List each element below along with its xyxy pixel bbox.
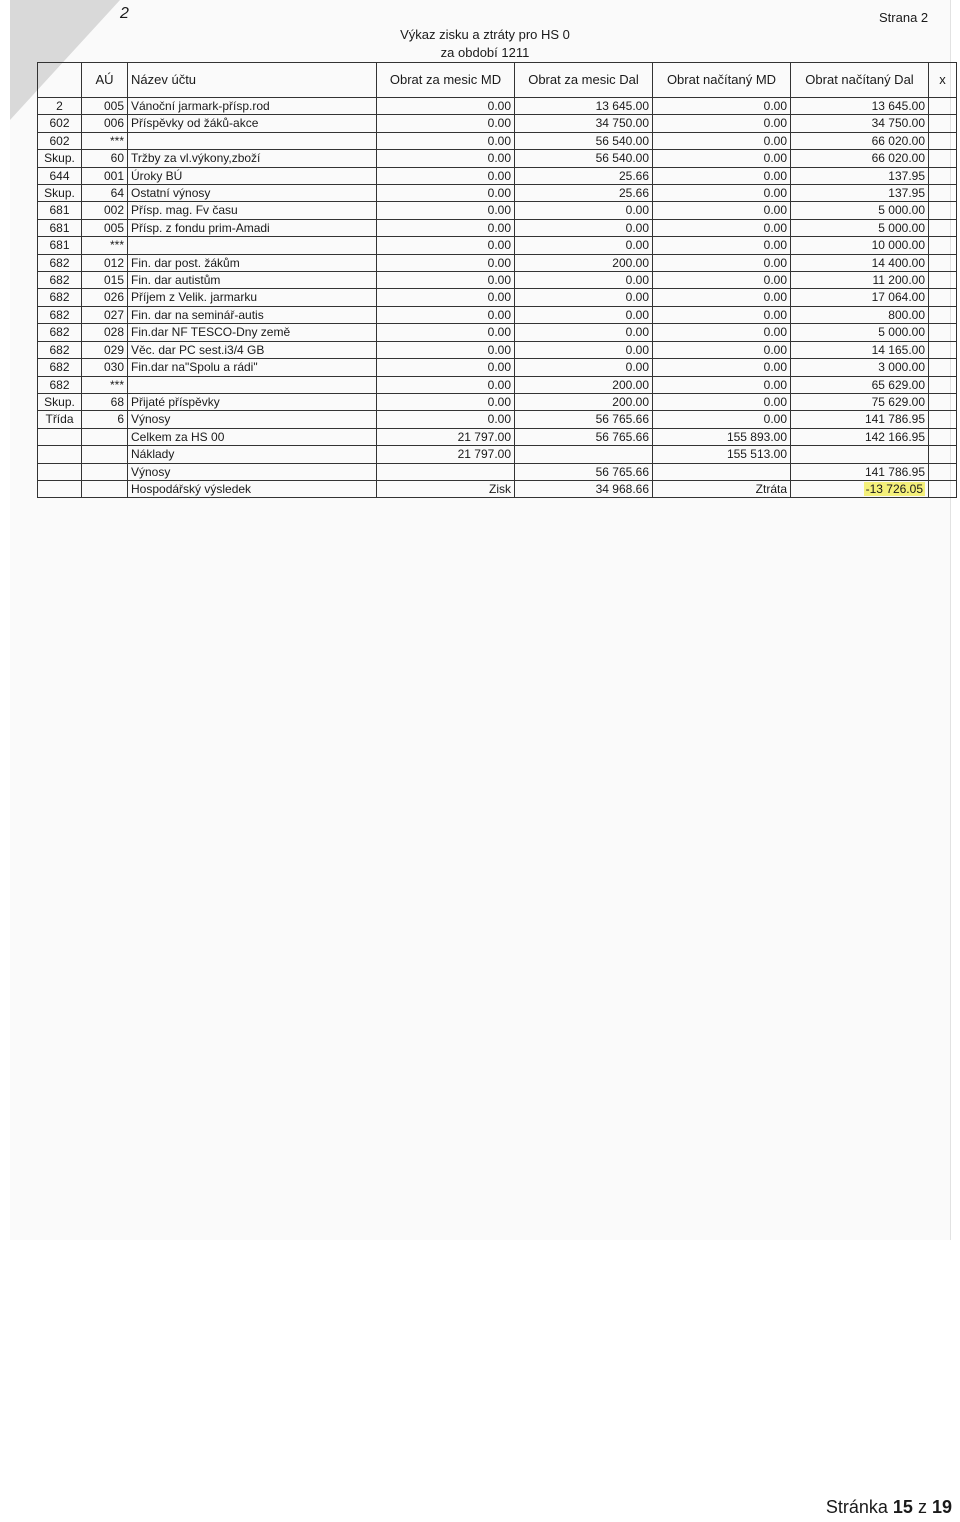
row-account-name: Vánoční jarmark-přísp.rod bbox=[128, 98, 377, 115]
row-cumulative-dal: 65 629.00 bbox=[791, 376, 929, 393]
footer-page-number: 15 bbox=[892, 1497, 913, 1517]
row-account-name: Přísp. z fondu prim-Amadi bbox=[128, 219, 377, 236]
row-month-md: 0.00 bbox=[377, 272, 515, 289]
row-au: 005 bbox=[82, 98, 128, 115]
row-cumulative-dal: 14 165.00 bbox=[791, 341, 929, 358]
row-month-dal: 0.00 bbox=[515, 237, 653, 254]
row-month-md: 0.00 bbox=[377, 115, 515, 132]
row-account-name: Tržby za vl.výkony,zboží bbox=[128, 150, 377, 167]
row-month-dal: 0.00 bbox=[515, 341, 653, 358]
row-cumulative-dal: 137.95 bbox=[791, 167, 929, 184]
col-header-cumulative-dal: Obrat načítaný Dal bbox=[791, 63, 929, 98]
table-row bbox=[38, 411, 957, 428]
report-title bbox=[380, 26, 590, 62]
table-row bbox=[38, 237, 957, 254]
row-cumulative-dal: 14 400.00 bbox=[791, 254, 929, 271]
row-au: *** bbox=[82, 376, 128, 393]
footer-prefix: Stránka bbox=[825, 1497, 893, 1517]
row-cumulative-md bbox=[653, 463, 791, 480]
table-row bbox=[38, 463, 957, 480]
row-group: 681 bbox=[38, 202, 82, 219]
row-x-cell bbox=[929, 237, 957, 254]
row-account-name: Ostatní výnosy bbox=[128, 185, 377, 202]
row-x-cell bbox=[929, 202, 957, 219]
row-month-dal: 13 645.00 bbox=[515, 98, 653, 115]
row-account-name: Fin.dar NF TESCO-Dny země bbox=[128, 324, 377, 341]
row-month-md: 21 797.00 bbox=[377, 428, 515, 445]
row-cumulative-md: Ztráta bbox=[653, 480, 791, 497]
row-x-cell bbox=[929, 132, 957, 149]
row-cumulative-md: 155 513.00 bbox=[653, 446, 791, 463]
table-row bbox=[38, 219, 957, 236]
row-month-md: 0.00 bbox=[377, 202, 515, 219]
col-header-account-name: Název účtu bbox=[128, 63, 377, 98]
row-month-dal: 56 765.66 bbox=[515, 463, 653, 480]
row-month-md: 0.00 bbox=[377, 185, 515, 202]
col-header-au: AÚ bbox=[82, 63, 128, 98]
row-x-cell bbox=[929, 272, 957, 289]
row-month-md bbox=[377, 463, 515, 480]
row-group: 2 bbox=[38, 98, 82, 115]
row-account-name: Fin. dar autistům bbox=[128, 272, 377, 289]
row-au: 027 bbox=[82, 306, 128, 323]
row-account-name: Výnosy bbox=[128, 411, 377, 428]
row-x-cell bbox=[929, 98, 957, 115]
row-au: 026 bbox=[82, 289, 128, 306]
row-account-name: Fin.dar na"Spolu a rádi" bbox=[128, 359, 377, 376]
row-au: 68 bbox=[82, 393, 128, 410]
row-au: 001 bbox=[82, 167, 128, 184]
row-au bbox=[82, 463, 128, 480]
row-account-name: Náklady bbox=[128, 446, 377, 463]
row-cumulative-dal: 13 645.00 bbox=[791, 98, 929, 115]
row-month-dal: 56 540.00 bbox=[515, 150, 653, 167]
row-month-md: 0.00 bbox=[377, 98, 515, 115]
row-au: 005 bbox=[82, 219, 128, 236]
row-au: 012 bbox=[82, 254, 128, 271]
row-x-cell bbox=[929, 463, 957, 480]
row-month-dal: 200.00 bbox=[515, 254, 653, 271]
row-month-dal: 0.00 bbox=[515, 359, 653, 376]
row-au: 015 bbox=[82, 272, 128, 289]
table-row bbox=[38, 254, 957, 271]
row-au bbox=[82, 428, 128, 445]
row-x-cell bbox=[929, 376, 957, 393]
table-row bbox=[38, 324, 957, 341]
row-au: 006 bbox=[82, 115, 128, 132]
col-header-group bbox=[38, 63, 82, 98]
row-cumulative-md: 0.00 bbox=[653, 324, 791, 341]
row-month-dal: 25.66 bbox=[515, 167, 653, 184]
row-month-dal: 34 968.66 bbox=[515, 480, 653, 497]
row-account-name: Výnosy bbox=[128, 463, 377, 480]
row-group: Skup. bbox=[38, 393, 82, 410]
row-group: 682 bbox=[38, 341, 82, 358]
table-row bbox=[38, 115, 957, 132]
row-group: 602 bbox=[38, 115, 82, 132]
row-x-cell bbox=[929, 428, 957, 445]
row-group: 682 bbox=[38, 306, 82, 323]
table-row bbox=[38, 359, 957, 376]
row-month-dal: 56 765.66 bbox=[515, 428, 653, 445]
row-x-cell bbox=[929, 115, 957, 132]
row-month-dal: 200.00 bbox=[515, 393, 653, 410]
row-x-cell bbox=[929, 446, 957, 463]
row-cumulative-md: 0.00 bbox=[653, 341, 791, 358]
row-month-md: 21 797.00 bbox=[377, 446, 515, 463]
row-cumulative-dal: 10 000.00 bbox=[791, 237, 929, 254]
row-group: Třída bbox=[38, 411, 82, 428]
row-month-md: 0.00 bbox=[377, 289, 515, 306]
row-month-md: Zisk bbox=[377, 480, 515, 497]
row-account-name bbox=[128, 237, 377, 254]
row-account-name: Úroky BÚ bbox=[128, 167, 377, 184]
row-au: 60 bbox=[82, 150, 128, 167]
row-month-md: 0.00 bbox=[377, 167, 515, 184]
row-cumulative-dal: 75 629.00 bbox=[791, 393, 929, 410]
row-account-name: Přísp. mag. Fv času bbox=[128, 202, 377, 219]
row-cumulative-dal: 34 750.00 bbox=[791, 115, 929, 132]
footer-separator: z bbox=[912, 1497, 932, 1517]
table-header-row bbox=[38, 63, 957, 98]
row-month-md: 0.00 bbox=[377, 324, 515, 341]
row-month-md: 0.00 bbox=[377, 376, 515, 393]
row-cumulative-md: 0.00 bbox=[653, 167, 791, 184]
row-cumulative-dal: 142 166.95 bbox=[791, 428, 929, 445]
row-x-cell bbox=[929, 167, 957, 184]
row-x-cell bbox=[929, 341, 957, 358]
table-row bbox=[38, 98, 957, 115]
col-header-month-md: Obrat za mesic MD bbox=[377, 63, 515, 98]
row-group: 682 bbox=[38, 272, 82, 289]
row-month-dal bbox=[515, 446, 653, 463]
row-cumulative-md: 155 893.00 bbox=[653, 428, 791, 445]
table-row bbox=[38, 393, 957, 410]
row-x-cell bbox=[929, 185, 957, 202]
table-row bbox=[38, 132, 957, 149]
corner-page-number: 2 bbox=[120, 5, 129, 22]
row-cumulative-dal: 66 020.00 bbox=[791, 150, 929, 167]
table-row bbox=[38, 341, 957, 358]
row-month-dal: 34 750.00 bbox=[515, 115, 653, 132]
row-month-md: 0.00 bbox=[377, 341, 515, 358]
row-group: 681 bbox=[38, 237, 82, 254]
row-cumulative-dal-cell bbox=[791, 480, 929, 497]
report-title-line2: za období 1211 bbox=[440, 45, 530, 60]
row-month-md: 0.00 bbox=[377, 411, 515, 428]
row-cumulative-md: 0.00 bbox=[653, 98, 791, 115]
col-header-x: x bbox=[929, 63, 957, 98]
row-cumulative-dal: 141 786.95 bbox=[791, 463, 929, 480]
row-au: 64 bbox=[82, 185, 128, 202]
row-au: *** bbox=[82, 237, 128, 254]
row-au: 6 bbox=[82, 411, 128, 428]
row-month-dal: 0.00 bbox=[515, 289, 653, 306]
row-month-md: 0.00 bbox=[377, 219, 515, 236]
row-cumulative-md: 0.00 bbox=[653, 411, 791, 428]
report-table bbox=[37, 62, 957, 498]
row-account-name: Přijaté příspěvky bbox=[128, 393, 377, 410]
row-month-dal: 200.00 bbox=[515, 376, 653, 393]
row-au bbox=[82, 480, 128, 497]
row-group bbox=[38, 463, 82, 480]
row-x-cell bbox=[929, 306, 957, 323]
row-x-cell bbox=[929, 480, 957, 497]
row-account-name: Příjem z Velik. jarmarku bbox=[128, 289, 377, 306]
row-cumulative-md: 0.00 bbox=[653, 132, 791, 149]
col-header-month-dal: Obrat za mesic Dal bbox=[515, 63, 653, 98]
row-month-md: 0.00 bbox=[377, 393, 515, 410]
row-cumulative-md: 0.00 bbox=[653, 289, 791, 306]
row-month-dal: 0.00 bbox=[515, 202, 653, 219]
row-cumulative-md: 0.00 bbox=[653, 359, 791, 376]
row-account-name: Věc. dar PC sest.i3/4 GB bbox=[128, 341, 377, 358]
row-cumulative-dal: 141 786.95 bbox=[791, 411, 929, 428]
row-cumulative-dal: 5 000.00 bbox=[791, 324, 929, 341]
row-group: 682 bbox=[38, 324, 82, 341]
row-x-cell bbox=[929, 393, 957, 410]
row-group: Skup. bbox=[38, 150, 82, 167]
row-x-cell bbox=[929, 289, 957, 306]
row-cumulative-dal bbox=[791, 446, 929, 463]
table-row bbox=[38, 289, 957, 306]
row-group: 682 bbox=[38, 359, 82, 376]
row-month-dal: 0.00 bbox=[515, 324, 653, 341]
row-au: 029 bbox=[82, 341, 128, 358]
row-cumulative-dal: 5 000.00 bbox=[791, 219, 929, 236]
row-cumulative-md: 0.00 bbox=[653, 272, 791, 289]
row-month-md: 0.00 bbox=[377, 254, 515, 271]
row-cumulative-dal: 11 200.00 bbox=[791, 272, 929, 289]
row-group: 681 bbox=[38, 219, 82, 236]
row-cumulative-md: 0.00 bbox=[653, 115, 791, 132]
row-account-name: Fin. dar na seminář-autis bbox=[128, 306, 377, 323]
row-cumulative-dal: 5 000.00 bbox=[791, 202, 929, 219]
row-cumulative-dal: 800.00 bbox=[791, 306, 929, 323]
row-cumulative-dal: 66 020.00 bbox=[791, 132, 929, 149]
row-group bbox=[38, 446, 82, 463]
row-cumulative-dal: 137.95 bbox=[791, 185, 929, 202]
row-month-dal: 0.00 bbox=[515, 306, 653, 323]
row-x-cell bbox=[929, 359, 957, 376]
row-cumulative-md: 0.00 bbox=[653, 202, 791, 219]
row-cumulative-md: 0.00 bbox=[653, 237, 791, 254]
row-cumulative-dal: 17 064.00 bbox=[791, 289, 929, 306]
row-x-cell bbox=[929, 150, 957, 167]
row-x-cell bbox=[929, 219, 957, 236]
row-cumulative-md: 0.00 bbox=[653, 219, 791, 236]
row-au bbox=[82, 446, 128, 463]
row-month-md: 0.00 bbox=[377, 306, 515, 323]
row-cumulative-md: 0.00 bbox=[653, 254, 791, 271]
page-footer bbox=[826, 1497, 952, 1518]
table-body bbox=[38, 98, 957, 498]
table-row bbox=[38, 202, 957, 219]
row-group bbox=[38, 428, 82, 445]
row-month-md: 0.00 bbox=[377, 237, 515, 254]
row-group: 682 bbox=[38, 254, 82, 271]
table-row bbox=[38, 446, 957, 463]
row-x-cell bbox=[929, 324, 957, 341]
table-row bbox=[38, 167, 957, 184]
row-x-cell bbox=[929, 411, 957, 428]
row-group: Skup. bbox=[38, 185, 82, 202]
row-month-dal: 0.00 bbox=[515, 272, 653, 289]
row-cumulative-md: 0.00 bbox=[653, 376, 791, 393]
row-month-dal: 56 540.00 bbox=[515, 132, 653, 149]
row-au: 028 bbox=[82, 324, 128, 341]
row-cumulative-dal: 3 000.00 bbox=[791, 359, 929, 376]
row-account-name bbox=[128, 132, 377, 149]
table-row bbox=[38, 428, 957, 445]
table-row bbox=[38, 376, 957, 393]
row-au: 030 bbox=[82, 359, 128, 376]
row-group: 682 bbox=[38, 289, 82, 306]
table-row bbox=[38, 272, 957, 289]
row-group: 602 bbox=[38, 132, 82, 149]
row-cumulative-md: 0.00 bbox=[653, 150, 791, 167]
row-month-md: 0.00 bbox=[377, 359, 515, 376]
row-au: *** bbox=[82, 132, 128, 149]
page-label: Strana 2 bbox=[879, 10, 929, 25]
table-row bbox=[38, 150, 957, 167]
table-row bbox=[38, 306, 957, 323]
row-month-dal: 56 765.66 bbox=[515, 411, 653, 428]
row-account-name: Hospodářský výsledek bbox=[128, 480, 377, 497]
row-group: 682 bbox=[38, 376, 82, 393]
row-group bbox=[38, 480, 82, 497]
row-cumulative-md: 0.00 bbox=[653, 306, 791, 323]
row-account-name bbox=[128, 376, 377, 393]
report-title-line1: Výkaz zisku a ztráty pro HS 0 bbox=[400, 27, 570, 42]
highlighted-result-value: -13 726.05 bbox=[865, 481, 923, 496]
row-au: 002 bbox=[82, 202, 128, 219]
row-account-name: Celkem za HS 00 bbox=[128, 428, 377, 445]
row-month-md: 0.00 bbox=[377, 132, 515, 149]
row-cumulative-md: 0.00 bbox=[653, 185, 791, 202]
col-header-cumulative-md: Obrat načítaný MD bbox=[653, 63, 791, 98]
footer-total-pages: 19 bbox=[931, 1497, 952, 1517]
row-account-name: Fin. dar post. žákům bbox=[128, 254, 377, 271]
row-account-name: Příspěvky od žáků-akce bbox=[128, 115, 377, 132]
row-month-md: 0.00 bbox=[377, 150, 515, 167]
row-month-dal: 0.00 bbox=[515, 219, 653, 236]
row-month-dal: 25.66 bbox=[515, 185, 653, 202]
row-group: 644 bbox=[38, 167, 82, 184]
row-cumulative-md: 0.00 bbox=[653, 393, 791, 410]
table-row bbox=[38, 185, 957, 202]
scanned-page bbox=[10, 0, 951, 1240]
row-x-cell bbox=[929, 254, 957, 271]
table-row bbox=[38, 480, 957, 497]
